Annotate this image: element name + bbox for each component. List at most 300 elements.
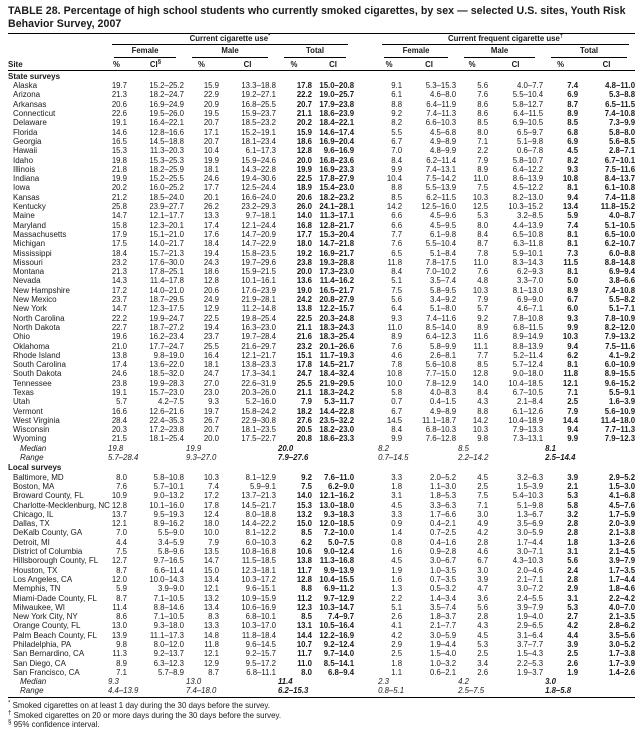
percent-cell: 11.1 xyxy=(473,341,489,351)
ci-cell: 20.8–27.9 xyxy=(319,295,355,305)
table-row xyxy=(8,575,635,584)
percent-cell: 8.6 xyxy=(477,99,489,109)
percent-cell: 3.9 xyxy=(477,574,489,584)
percent-cell: 2.2 xyxy=(391,593,403,603)
ci-cell: 6.8–10.1 xyxy=(245,612,276,622)
col-header-male: Male xyxy=(456,45,543,57)
ci-cell: 14.6–17.4 xyxy=(319,127,355,137)
ci-cell: 12.1–17.7 xyxy=(149,211,184,221)
ci-cell: 19.4–30.6 xyxy=(241,174,276,184)
site-cell: Houston, TX xyxy=(13,565,58,575)
table-title: TABLE 28. Percentage of high school students who currently smoked cigarettes, by sex — selected U.S. sites, Youth Risk Behavior Survey, 2007 xyxy=(8,5,626,30)
percent-cell: 20.5 xyxy=(296,425,312,435)
column-spacer xyxy=(354,137,376,146)
data-table xyxy=(8,34,635,696)
table-row xyxy=(8,314,635,323)
ci-cell: 15.9–21.5 xyxy=(241,267,276,277)
percent-cell: 17.7 xyxy=(203,183,219,193)
percent-cell: 5.1 xyxy=(391,602,403,612)
summary-value-cell: 2.5–7.5 xyxy=(458,686,485,696)
percent-cell: 8.0 xyxy=(301,667,312,677)
percent-cell: 7.5 xyxy=(301,481,312,491)
percent-cell: 6.6 xyxy=(391,211,403,221)
percent-cell: 2.5 xyxy=(391,649,403,659)
column-spacer xyxy=(354,519,376,528)
percent-cell: 12.8 xyxy=(472,369,489,379)
percent-cell: 21.8 xyxy=(111,164,127,174)
ci-cell: 5.8–9.9 xyxy=(430,341,457,351)
column-spacer xyxy=(354,547,376,556)
ci-cell: 8.6–13.9 xyxy=(512,174,544,184)
percent-cell: 10.0 xyxy=(203,528,219,538)
percent-cell: 7.8 xyxy=(477,248,489,258)
column-spacer xyxy=(354,118,376,127)
percent-cell: 7.5 xyxy=(477,491,489,501)
percent-cell: 1.8 xyxy=(567,537,579,547)
table-row xyxy=(8,501,635,510)
percent-cell: 21.5 xyxy=(111,434,127,444)
percent-cell: 9.9 xyxy=(391,164,403,174)
ci-cell: 23.5–32.2 xyxy=(319,415,355,425)
percent-cell: 23.8 xyxy=(111,378,127,388)
ci-cell: 1.5–4.0 xyxy=(430,649,457,659)
col-header-male: Male xyxy=(184,45,276,57)
percent-cell: 6.5 xyxy=(391,248,403,258)
ci-cell: 7.5–11.6 xyxy=(605,164,636,174)
ci-cell: 14.5–21.7 xyxy=(319,360,355,370)
percent-cell: 21.3 xyxy=(111,267,127,277)
percent-cell: 13.5 xyxy=(203,547,219,557)
ci-cell: 6.2–11.5 xyxy=(426,192,457,202)
percent-cell: 3.3 xyxy=(391,472,403,482)
column-spacer xyxy=(354,510,376,519)
percent-cell: 25.5 xyxy=(203,341,219,351)
percent-cell: 2.6 xyxy=(391,612,403,622)
ci-cell: 6.9–9.4 xyxy=(609,267,636,277)
table-row xyxy=(8,267,635,276)
ci-cell: 7.3–9.9 xyxy=(609,118,636,128)
ci-cell: 7.4–11.6 xyxy=(426,313,457,323)
percent-cell: 11.6 xyxy=(473,332,489,342)
ci-cell: 5.5–8.2 xyxy=(609,295,636,305)
percent-cell: 8.7 xyxy=(208,667,219,677)
table-row xyxy=(8,332,635,341)
ci-cell: 5.8–10.7 xyxy=(512,155,544,165)
table-row xyxy=(8,146,635,155)
percent-cell: 5.9 xyxy=(567,211,579,221)
percent-cell: 6.0 xyxy=(567,304,579,314)
percent-cell: 6.2 xyxy=(567,350,579,360)
percent-cell: 22.7 xyxy=(111,322,127,332)
percent-cell: 8.2 xyxy=(567,155,579,165)
column-spacer xyxy=(354,90,376,99)
percent-cell: 6.6 xyxy=(391,220,403,230)
ci-cell: 7.4–11.3 xyxy=(426,109,457,119)
percent-cell: 12.1 xyxy=(203,584,219,594)
site-cell: Milwaukee, WI xyxy=(13,602,66,612)
ci-cell: 16.8–23.6 xyxy=(319,155,355,165)
ci-cell: 4.0–8.3 xyxy=(430,387,457,397)
percent-cell: 13.4 xyxy=(562,202,579,212)
percent-cell: 17.1 xyxy=(203,127,219,137)
ci-cell: 20.3–24.8 xyxy=(319,313,355,323)
percent-cell: 0.8 xyxy=(391,537,403,547)
footnote-text: 95% confidence interval. xyxy=(13,720,100,730)
percent-cell: 8.4 xyxy=(391,267,403,277)
summary-row xyxy=(8,453,635,462)
ci-cell: 18.1–23.5 xyxy=(241,425,276,435)
ci-cell: 1.0–3.5 xyxy=(430,565,457,575)
ci-cell: 2.6–8.1 xyxy=(430,350,457,360)
ci-cell: 1.3–2.6 xyxy=(609,537,636,547)
ci-cell: 10.4–18.9 xyxy=(508,415,544,425)
percent-cell: 9.2 xyxy=(301,472,312,482)
percent-cell: 8.1 xyxy=(567,239,579,249)
percent-cell: 9.9 xyxy=(391,434,403,444)
ci-cell: 5.9–9.1 xyxy=(249,481,276,491)
percent-cell: 8.9 xyxy=(391,332,403,342)
percent-cell: 13.9 xyxy=(111,630,127,640)
ci-cell: 15.2–25.5 xyxy=(149,174,184,184)
percent-cell: 9.9 xyxy=(567,434,579,444)
ci-cell: 14.7–22.9 xyxy=(241,239,276,249)
percent-cell: 3.0 xyxy=(477,509,489,519)
site-cell: San Diego, CA xyxy=(13,658,66,668)
percent-cell: 24.7 xyxy=(296,369,312,379)
percent-cell: 2.6 xyxy=(477,667,489,677)
ci-cell: 11.8–18.4 xyxy=(241,630,276,640)
ci-cell: 6.6–11.4 xyxy=(154,565,184,575)
table-row xyxy=(8,538,635,547)
column-spacer xyxy=(354,556,376,565)
ci-cell: 21.9–29.5 xyxy=(319,378,355,388)
site-cell: Broward County, FL xyxy=(13,491,84,501)
percent-cell: 21.6 xyxy=(296,332,312,342)
percent-cell: 25.5 xyxy=(296,378,312,388)
percent-cell: 8.7 xyxy=(477,239,489,249)
ci-cell: 1.9–3.7 xyxy=(517,667,544,677)
percent-cell: 10.4 xyxy=(203,146,219,156)
ci-cell: 6.1–12.6 xyxy=(512,406,544,416)
percent-cell: 24.9 xyxy=(203,295,219,305)
ci-cell: 4.9–8.9 xyxy=(430,136,457,146)
col-header-percent: % xyxy=(106,58,127,71)
ci-cell: 5.8–9.5 xyxy=(430,285,457,295)
percent-cell: 23.2 xyxy=(296,341,312,351)
percent-cell: 9.1 xyxy=(391,81,403,91)
ci-cell: 11.3–20.3 xyxy=(149,146,184,156)
percent-cell: 10.9 xyxy=(111,491,127,501)
ci-cell: 0.4–2.1 xyxy=(430,519,457,529)
ci-cell: 8.1–12.9 xyxy=(245,472,276,482)
site-cell: Arizona xyxy=(13,90,41,100)
ci-cell: 3.9–7.9 xyxy=(517,602,544,612)
percent-cell: 26.2 xyxy=(203,202,219,212)
ci-cell: 22.4–35.3 xyxy=(149,415,184,425)
percent-cell: 17.9 xyxy=(111,229,127,239)
ci-cell: 5.3–11.7 xyxy=(324,397,355,407)
percent-cell: 22.2 xyxy=(111,313,127,323)
summary-value-cell: 13.0 xyxy=(186,677,202,687)
group-header-current-use xyxy=(106,34,354,45)
percent-cell: 21.3 xyxy=(111,90,127,100)
percent-cell: 8.0 xyxy=(477,220,489,230)
percent-cell: 1.6 xyxy=(391,574,403,584)
percent-cell: 22.9 xyxy=(203,90,219,100)
column-spacer xyxy=(354,239,376,248)
ci-cell: 17.3–23.0 xyxy=(319,267,355,277)
ci-cell: 5.5–9.1 xyxy=(609,387,636,397)
ci-cell: 1.6–3.9 xyxy=(609,397,636,407)
percent-cell: 18.2 xyxy=(296,406,312,416)
ci-cell: 14.0–21.7 xyxy=(149,239,184,249)
percent-cell: 13.0 xyxy=(111,621,127,631)
percent-cell: 19.5 xyxy=(203,109,219,119)
ci-cell: 19.7–28.4 xyxy=(241,332,276,342)
percent-cell: 10.7 xyxy=(296,640,312,649)
column-spacer xyxy=(354,538,376,547)
table-row xyxy=(8,482,635,491)
ci-cell: 7.1–10.5 xyxy=(153,612,184,622)
summary-value-cell: 9.3–27.0 xyxy=(186,453,217,463)
site-cell: Philadelphia, PA xyxy=(13,640,72,649)
percent-cell: 5.0 xyxy=(567,276,579,286)
ci-cell: 12.1–21.7 xyxy=(241,350,276,360)
percent-cell: 11.3 xyxy=(112,649,127,659)
percent-cell: 20.0 xyxy=(203,434,219,444)
ci-cell: 13.8–23.3 xyxy=(241,360,276,370)
ci-cell: 8.4–13.7 xyxy=(604,174,636,184)
ci-cell: 17.7–24.7 xyxy=(149,341,184,351)
percent-cell: 5.3 xyxy=(477,211,489,221)
ci-cell: 5.6–10.8 xyxy=(425,360,457,370)
percent-cell: 8.1 xyxy=(567,360,579,370)
ci-cell: 1.7–4.4 xyxy=(609,574,636,584)
ci-cell: 6.7–10.1 xyxy=(604,155,636,165)
ci-cell: 5.1–10.5 xyxy=(604,220,636,230)
percent-cell: 6.7 xyxy=(391,406,403,416)
ci-cell: 9.5–19.3 xyxy=(153,509,184,519)
ci-cell: 4.8–11.0 xyxy=(605,81,636,91)
ci-cell: 3.0–5.9 xyxy=(430,630,457,640)
percent-cell: 17.2 xyxy=(111,285,127,295)
table-row xyxy=(8,165,635,174)
site-cell: South Dakota xyxy=(13,369,62,379)
ci-cell: 8.3–14.3 xyxy=(512,257,544,267)
column-spacer xyxy=(354,649,376,658)
ci-cell: 9.5–17.2 xyxy=(245,658,276,668)
percent-cell: 8.7 xyxy=(567,99,579,109)
column-spacer xyxy=(354,249,376,258)
column-spacer xyxy=(354,491,376,500)
percent-cell: 13.6 xyxy=(296,276,312,286)
percent-cell: 9.8 xyxy=(116,640,127,649)
site-cell: Detroit, MI xyxy=(13,537,50,547)
col-header-ci: CI§ xyxy=(127,58,184,71)
ci-cell: 10.0–14.3 xyxy=(149,574,184,584)
site-cell: New York xyxy=(13,304,47,314)
table-row xyxy=(8,594,635,603)
percent-cell: 13.8 xyxy=(111,350,127,360)
ci-cell: 11.8–15.2 xyxy=(600,202,636,212)
ci-cell: 6.4–12.2 xyxy=(512,164,544,174)
percent-cell: 14.0 xyxy=(472,378,489,388)
ci-cell: 18.3–24.3 xyxy=(319,322,355,332)
table-row xyxy=(8,276,635,285)
percent-cell: 7.9 xyxy=(208,537,219,547)
ci-cell: 1.7–4.4 xyxy=(517,537,544,547)
site-cell: Dallas, TX xyxy=(13,519,50,529)
table-row xyxy=(8,230,635,239)
table-row xyxy=(8,239,635,248)
percent-cell: 19.1 xyxy=(111,387,127,397)
percent-cell: 9.8 xyxy=(477,434,489,444)
table-body xyxy=(8,70,635,695)
ci-cell: 6.5–11.5 xyxy=(605,99,636,109)
site-cell: Maine xyxy=(13,211,35,221)
ci-cell: 4.6–8.0 xyxy=(430,90,457,100)
ci-cell: 9.2–12.4 xyxy=(323,640,355,649)
percent-cell: 12.4 xyxy=(203,509,219,519)
site-cell: Charlotte-Mecklenburg, NC xyxy=(13,500,110,510)
ci-cell: 15.2–19.1 xyxy=(241,127,276,137)
ci-cell: 3.0–7.2 xyxy=(517,584,544,594)
percent-cell: 8.8 xyxy=(477,406,489,416)
ci-cell: 6.0–8.8 xyxy=(609,248,636,258)
percent-cell: 5.7 xyxy=(477,304,489,314)
ci-cell: 8.8–14.6 xyxy=(153,602,184,612)
col-header-total: Total xyxy=(543,45,635,57)
column-spacer xyxy=(354,369,376,378)
site-cell: Tennessee xyxy=(13,378,52,388)
percent-cell: 26.0 xyxy=(296,202,312,212)
summary-value-cell: 11.4 xyxy=(278,677,293,687)
percent-cell: 4.8 xyxy=(477,276,489,286)
percent-cell: 4.9 xyxy=(477,519,489,529)
percent-cell: 8.5 xyxy=(477,118,489,128)
ci-cell: 5.1–8.0 xyxy=(430,304,457,314)
percent-cell: 3.1 xyxy=(391,491,403,501)
percent-cell: 7.6 xyxy=(391,239,403,249)
ci-cell: 11.7–19.3 xyxy=(319,350,355,360)
ci-cell: 4.1–9.2 xyxy=(609,350,636,360)
ci-cell: 18.2–23.2 xyxy=(319,192,355,202)
percent-cell: 4.5 xyxy=(477,472,489,482)
percent-cell: 4.3 xyxy=(477,621,489,631)
percent-cell: 16.4 xyxy=(203,350,219,360)
percent-cell: 14.7 xyxy=(203,556,219,566)
group-header-label: Current cigarette use xyxy=(189,34,269,43)
ci-cell: 1.7–3.9 xyxy=(609,658,636,668)
ci-cell: 16.6–24.0 xyxy=(241,192,276,202)
ci-cell: 7.0–10.2 xyxy=(425,267,457,277)
ci-cell: 15.9–24.6 xyxy=(241,155,276,165)
percent-cell: 8.9 xyxy=(477,322,489,332)
ci-cell: 5.0–7.5 xyxy=(328,537,355,547)
ci-cell: 9.6–15.1 xyxy=(245,584,276,594)
percent-cell: 13.3 xyxy=(203,621,219,631)
site-cell: Iowa xyxy=(13,183,30,193)
ci-cell: 10.8–16.8 xyxy=(241,547,276,557)
summary-value-cell: 19.9 xyxy=(186,443,202,453)
percent-cell: 8.8 xyxy=(391,183,403,193)
site-cell: Missouri xyxy=(13,257,43,267)
percent-cell: 17.6 xyxy=(203,229,219,239)
percent-cell: 14.6 xyxy=(111,127,127,137)
percent-cell: 11.8 xyxy=(387,257,403,267)
table-row xyxy=(8,473,635,482)
percent-cell: 22.5 xyxy=(296,313,312,323)
ci-cell: 0.7–3.5 xyxy=(430,574,457,584)
footnote-marker-asterisk: * xyxy=(8,699,11,707)
ci-cell: 5.9–10.1 xyxy=(512,248,544,258)
percent-cell: 10.3 xyxy=(562,332,579,342)
table-row xyxy=(8,193,635,202)
ci-cell: 7.9–13.3 xyxy=(512,425,544,435)
ci-cell: 17.2–23.8 xyxy=(149,425,184,435)
column-spacer xyxy=(354,295,376,304)
site-cell: Hillsborough County, FL xyxy=(13,556,99,566)
percent-cell: 1.1 xyxy=(391,667,403,677)
summary-value-cell: 1.8–5.8 xyxy=(545,686,572,696)
ci-cell: 9.2–13.7 xyxy=(153,649,184,659)
ci-cell: 10.9–15.9 xyxy=(241,593,276,603)
ci-cell: 7.2–10.0 xyxy=(323,528,355,538)
percent-cell: 3.1 xyxy=(567,547,579,557)
site-cell: Range xyxy=(20,686,44,696)
ci-cell: 8.9–16.2 xyxy=(153,519,184,529)
percent-cell: 17.8 xyxy=(296,360,312,370)
ci-cell: 2.2–5.3 xyxy=(517,658,544,668)
percent-cell: 4.2 xyxy=(477,528,489,538)
percent-cell: 5.8 xyxy=(391,387,403,397)
percent-cell: 19.9 xyxy=(296,164,312,174)
percent-cell: 14.2 xyxy=(472,415,489,425)
ci-cell: 14.5–18.8 xyxy=(149,136,184,146)
ci-cell: 16.8–25.5 xyxy=(241,99,276,109)
column-spacer xyxy=(354,612,376,621)
percent-cell: 2.8 xyxy=(567,574,579,584)
percent-cell: 6.7 xyxy=(567,295,579,305)
ci-cell: 7.4–11.8 xyxy=(605,192,636,202)
percent-cell: 11.0 xyxy=(473,257,489,267)
site-cell: Median xyxy=(20,677,47,687)
percent-cell: 11.8 xyxy=(563,369,579,379)
col-header-ci: CI xyxy=(488,58,543,71)
percent-cell: 18.6 xyxy=(203,267,219,277)
percent-cell: 19.7 xyxy=(111,81,127,91)
ci-cell: 3.3–7.0 xyxy=(517,276,544,286)
ci-cell: 15.7–21.3 xyxy=(149,248,184,258)
percent-cell: 5.6 xyxy=(391,295,403,305)
ci-cell: 2.1–4.5 xyxy=(609,547,636,557)
ci-cell: 8.9–15.5 xyxy=(604,369,636,379)
summary-value-cell: 2.2–14.2 xyxy=(458,453,489,463)
ci-cell: 15.8–24.2 xyxy=(241,406,276,416)
summary-row xyxy=(8,444,635,453)
site-cell: Texas xyxy=(13,387,34,397)
table-row xyxy=(8,323,635,332)
percent-cell: 2.5 xyxy=(477,481,489,491)
percent-cell: 9.3 xyxy=(391,313,403,323)
column-spacer xyxy=(354,211,376,220)
footnote-marker-section: § xyxy=(157,59,162,65)
column-spacer xyxy=(354,482,376,491)
percent-cell: 7.1 xyxy=(477,136,489,146)
site-cell: Alaska xyxy=(13,81,38,91)
ci-cell: 8.9–14.9 xyxy=(512,332,544,342)
ci-cell: 8.8–13.9 xyxy=(512,341,544,351)
